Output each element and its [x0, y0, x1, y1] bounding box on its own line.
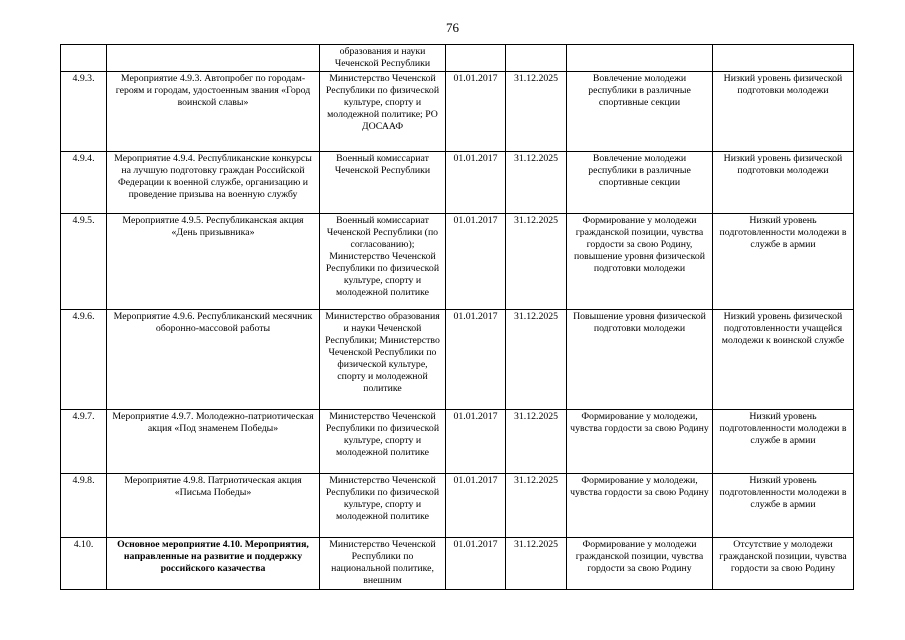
table-row — [61, 72, 854, 152]
expected-result-cell: Вовлечение молодежи республики в различные спортивные секции — [567, 72, 713, 152]
page-number: 76 — [446, 20, 459, 35]
row-number-cell: 4.9.5. — [61, 214, 107, 310]
executor-cell: Министерство образования и науки Чеченской Республики; Министерство Чеченской Республики по физической культуре, спорту и молодежной политике — [320, 310, 446, 410]
end-date-cell: 31.12.2025 — [506, 410, 567, 474]
table-body — [61, 45, 854, 590]
row-number-cell: 4.10. — [61, 538, 107, 590]
end-date-cell: 31.12.2025 — [506, 474, 567, 538]
event-name-cell: Мероприятие 4.9.5. Республиканская акция «День призывника» — [107, 214, 320, 310]
start-date-cell: 01.01.2017 — [446, 310, 506, 410]
end-date-cell: 31.12.2025 — [506, 152, 567, 214]
risk-consequence-cell: Низкий уровень подготовленности молодежи в службе в армии — [713, 410, 854, 474]
start-date-cell: 01.01.2017 — [446, 538, 506, 590]
risk-consequence-cell — [713, 45, 854, 72]
event-name-cell — [107, 45, 320, 72]
program-events-table — [60, 44, 854, 590]
executor-cell: образования и науки Чеченской Республики — [320, 45, 446, 72]
risk-consequence-cell: Отсутствие у молодежи гражданской позиции, чувства гордости за свою Родину — [713, 538, 854, 590]
table-row — [61, 538, 854, 590]
expected-result-cell: Формирование у молодежи гражданской позиции, чувства гордости за свою Родину, повышение уровня физической подготовки молодежи — [567, 214, 713, 310]
event-name-cell: Мероприятие 4.9.7. Молодежно-патриотическая акция «Под знаменем Победы» — [107, 410, 320, 474]
event-name-cell: Мероприятие 4.9.8. Патриотическая акция «Письма Победы» — [107, 474, 320, 538]
row-number-cell: 4.9.7. — [61, 410, 107, 474]
expected-result-cell: Формирование у молодежи гражданской позиции, чувства гордости за свою Родину — [567, 538, 713, 590]
end-date-cell: 31.12.2025 — [506, 72, 567, 152]
table-row — [61, 474, 854, 538]
end-date-cell: 31.12.2025 — [506, 310, 567, 410]
end-date-cell — [506, 45, 567, 72]
table-row — [61, 214, 854, 310]
risk-consequence-cell: Низкий уровень физической подготовленности учащейся молодежи к воинской службе — [713, 310, 854, 410]
end-date-cell: 31.12.2025 — [506, 214, 567, 310]
event-name-cell: Мероприятие 4.9.4. Республиканские конкурсы на лучшую подготовку граждан Российской Федерации к военной службе, организацию и проведение призыва на военную службу — [107, 152, 320, 214]
start-date-cell: 01.01.2017 — [446, 214, 506, 310]
row-number-cell: 4.9.4. — [61, 152, 107, 214]
row-number-cell: 4.9.8. — [61, 474, 107, 538]
row-number-cell — [61, 45, 107, 72]
expected-result-cell: Формирование у молодежи, чувства гордости за свою Родину — [567, 474, 713, 538]
expected-result-cell: Вовлечение молодежи республики в различные спортивные секции — [567, 152, 713, 214]
table-row — [61, 310, 854, 410]
row-number-cell: 4.9.3. — [61, 72, 107, 152]
executor-cell: Военный комиссариат Чеченской Республики (по согласованию); Министерство Чеченской Республики по физической культуре, спорту и молодежной политике — [320, 214, 446, 310]
start-date-cell: 01.01.2017 — [446, 152, 506, 214]
expected-result-cell — [567, 45, 713, 72]
table-row — [61, 45, 854, 72]
event-name-cell: Мероприятие 4.9.3. Автопробег по городам-героям и городам, удостоенным звания «Город воинской славы» — [107, 72, 320, 152]
executor-cell: Министерство Чеченской Республики по физической культуре, спорту и молодежной политике — [320, 410, 446, 474]
executor-cell: Министерство Чеченской Республики по национальной политике, внешним — [320, 538, 446, 590]
start-date-cell: 01.01.2017 — [446, 72, 506, 152]
risk-consequence-cell: Низкий уровень подготовленности молодежи в службе в армии — [713, 214, 854, 310]
risk-consequence-cell: Низкий уровень подготовленности молодежи в службе в армии — [713, 474, 854, 538]
executor-cell: Министерство Чеченской Республики по физической культуре, спорту и молодежной политике — [320, 474, 446, 538]
executor-cell: Военный комиссариат Чеченской Республики — [320, 152, 446, 214]
start-date-cell: 01.01.2017 — [446, 410, 506, 474]
end-date-cell: 31.12.2025 — [506, 538, 567, 590]
row-number-cell: 4.9.6. — [61, 310, 107, 410]
start-date-cell — [446, 45, 506, 72]
event-name-cell: Основное мероприятие 4.10. Мероприятия, направленные на развитие и поддержку российского казачества — [107, 538, 320, 590]
risk-consequence-cell: Низкий уровень физической подготовки молодежи — [713, 72, 854, 152]
event-name-cell: Мероприятие 4.9.6. Республиканский месячник оборонно-массовой работы — [107, 310, 320, 410]
expected-result-cell: Повышение уровня физической подготовки молодежи — [567, 310, 713, 410]
executor-cell: Министерство Чеченской Республики по физической культуре, спорту и молодежной политике; РО ДОСААФ — [320, 72, 446, 152]
table-row — [61, 410, 854, 474]
expected-result-cell: Формирование у молодежи, чувства гордости за свою Родину — [567, 410, 713, 474]
start-date-cell: 01.01.2017 — [446, 474, 506, 538]
table-row — [61, 152, 854, 214]
risk-consequence-cell: Низкий уровень физической подготовки молодежи — [713, 152, 854, 214]
